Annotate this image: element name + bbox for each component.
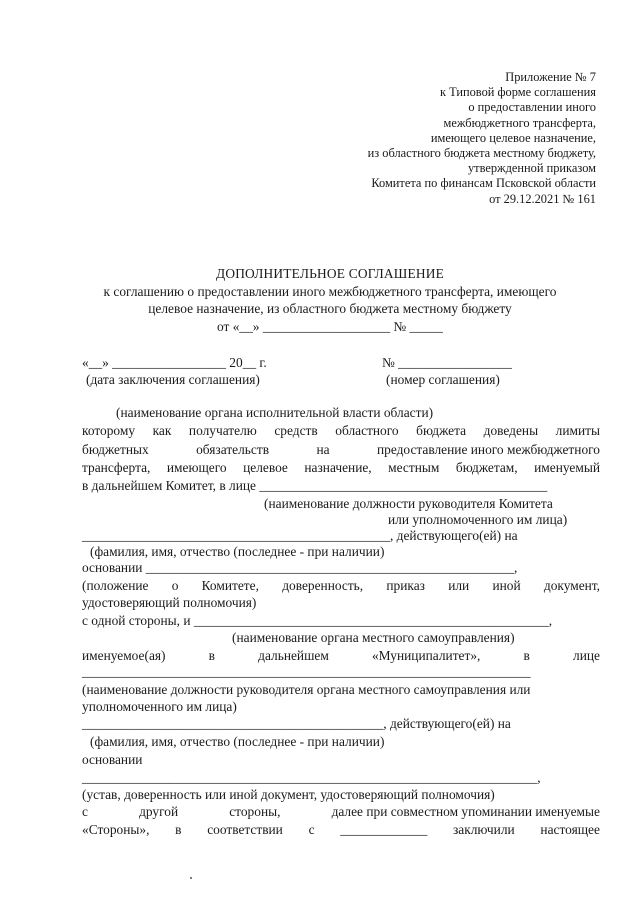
- fio-caption: (фамилия, имя, отчество (последнее - при наличии): [90, 544, 385, 559]
- appendix-line: от 29.12.2021 № 161: [489, 191, 596, 206]
- appendix-line: к Типовой форме соглашения: [439, 85, 596, 100]
- word: с: [308, 822, 315, 837]
- word: предоставление иного межбюджетного: [376, 442, 600, 457]
- body-line: которому как получателю средств областного бюджета доведены лимиты: [82, 423, 600, 438]
- word: «Муниципалитет»,: [371, 648, 481, 663]
- body-line: основании _______________________________________________________,: [82, 560, 518, 575]
- agreement-number-field: № _________________: [382, 355, 512, 370]
- local-head-caption: уполномоченного им лица): [82, 699, 237, 714]
- word: или: [448, 578, 470, 593]
- body-line: [82, 442, 600, 458]
- word: далее при совместном упоминании именуемые: [331, 804, 600, 819]
- blank-line: ___________________________________________________________________: [82, 664, 531, 679]
- charter-caption: (устав, доверенность или иной документ, удостоверяющий полномочия): [82, 787, 495, 802]
- committee-head-caption: (наименование должности руководителя Комитета: [264, 496, 553, 511]
- word: дальнейшем: [258, 648, 329, 663]
- appendix-header: [296, 70, 596, 207]
- word: стороны,: [229, 804, 281, 819]
- word: в: [175, 822, 182, 837]
- word: приказ: [386, 578, 425, 593]
- heading-date-number: от «__» ___________________ № _____: [216, 318, 443, 334]
- word: в: [208, 648, 215, 663]
- word: бюджетных: [82, 442, 149, 457]
- word: документ,: [543, 578, 600, 593]
- body-line: [82, 648, 600, 664]
- appendix-line: Приложение № 7: [505, 70, 596, 84]
- body-line: [82, 804, 600, 820]
- word: о: [171, 578, 179, 593]
- body-line: [82, 822, 600, 838]
- heading-subtitle-line: к соглашению о предоставлении иного межбюджетного трансферта, имеющего: [103, 283, 557, 299]
- appendix-line: из областного бюджета местному бюджету,: [367, 146, 596, 161]
- basis-caption: удостоверяющий полномочия): [82, 595, 257, 610]
- word: с: [82, 804, 88, 819]
- appendix-line: имеющего целевое назначение,: [430, 130, 596, 145]
- agreement-date-field: «__» _________________ 20__ г.: [82, 355, 267, 370]
- executive-body-caption: (наименование органа исполнительной власти области): [116, 405, 434, 420]
- word: (положение: [82, 578, 149, 593]
- agreement-date-caption: (дата заключения соглашения): [86, 372, 260, 387]
- appendix-line: утвержденной приказом: [467, 161, 596, 176]
- heading-subtitle-line: целевое назначение, из областного бюджета местному бюджету: [148, 301, 512, 316]
- word: настоящее: [540, 822, 600, 837]
- body-line: основании: [82, 752, 143, 767]
- document-title: ДОПОЛНИТЕЛЬНОЕ СОГЛАШЕНИЕ: [215, 266, 445, 281]
- word: иной: [492, 578, 521, 593]
- word: на: [316, 442, 330, 457]
- word: доверенность,: [282, 578, 364, 593]
- body-line: с одной стороны, и _____________________________________________________,: [82, 613, 553, 628]
- agreement-number-caption: (номер соглашения): [386, 372, 500, 387]
- basis-caption: [82, 578, 600, 594]
- body-line: _____________________________________________, действующего(ей) на: [82, 716, 511, 731]
- word: именуемое(ая): [82, 648, 166, 663]
- word: соответствии: [207, 822, 283, 837]
- body-line: трансферта, имеющего целевое назначение, местным бюджетам, именуемый: [82, 460, 600, 475]
- word: в: [523, 648, 530, 663]
- word: обязательств: [196, 442, 270, 457]
- word: «Стороны»,: [82, 822, 150, 837]
- word: заключили: [453, 822, 515, 837]
- local-government-caption: (наименование органа местного самоуправления): [232, 630, 515, 645]
- word: _____________: [340, 822, 428, 837]
- word: лице: [573, 648, 600, 663]
- appendix-line: Комитета по финансам Псковской области: [371, 176, 596, 191]
- body-line: в дальнейшем Комитет, в лице ___________________________________________: [82, 478, 548, 493]
- appendix-line: о предоставлении иного: [468, 100, 596, 115]
- word: другой: [139, 804, 179, 819]
- blank-line: ____________________________________________________________________,: [82, 770, 541, 785]
- word: Комитете,: [201, 578, 259, 593]
- scan-speck: [190, 877, 192, 879]
- committee-head-caption: или уполномоченного им лица): [388, 512, 568, 527]
- appendix-line: межбюджетного трансферта,: [443, 115, 596, 130]
- body-line: ______________________________________________, действующего(ей) на: [82, 528, 518, 543]
- document-heading: [60, 265, 600, 335]
- local-head-caption: (наименование должности руководителя органа местного самоуправления или: [82, 682, 531, 697]
- fio-caption: (фамилия, имя, отчество (последнее - при наличии): [90, 734, 385, 749]
